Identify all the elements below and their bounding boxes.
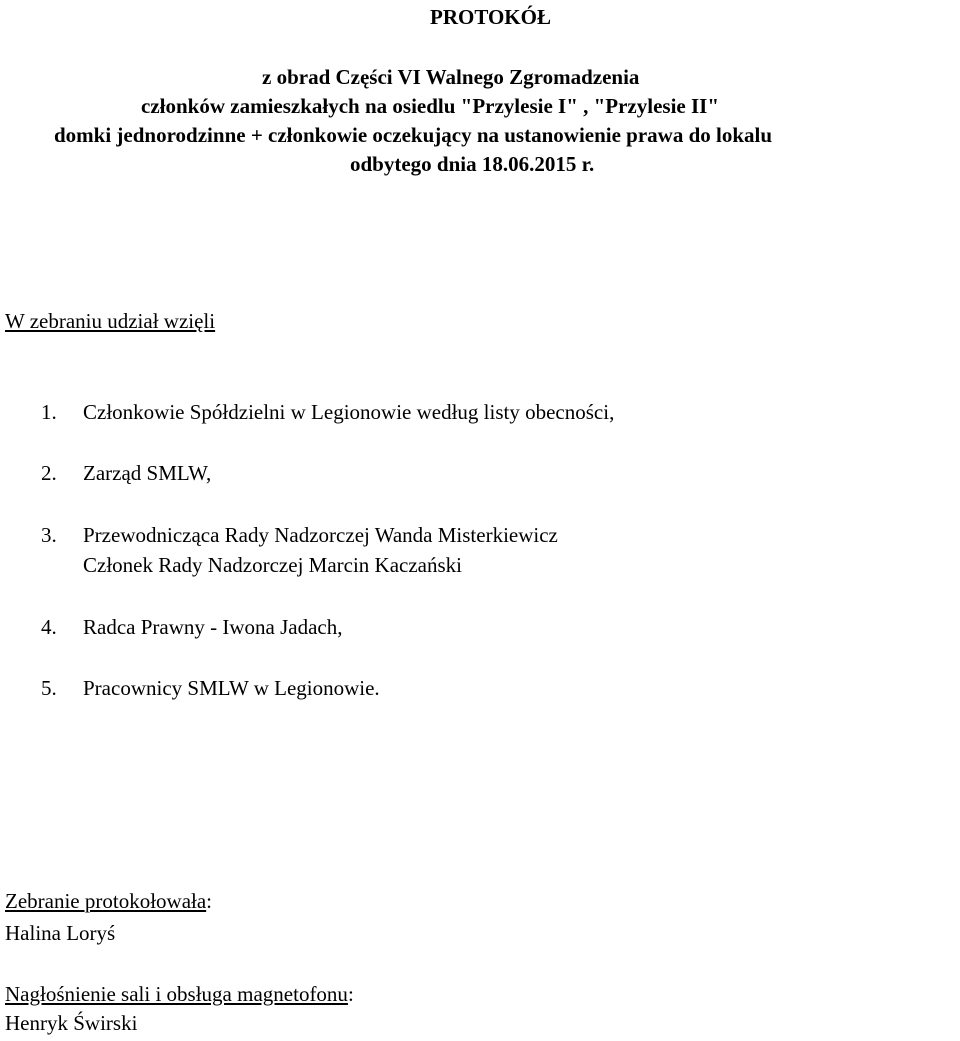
sound-label-text: Nagłośnienie sali i obsługa magnetofonu	[5, 982, 348, 1006]
list-item-number: 3.	[41, 523, 57, 547]
protocol-label	[5, 888, 212, 914]
header-line-1: z obrad Części VI Walnego Zgromadzenia	[262, 65, 640, 89]
protocol-label-colon: :	[206, 889, 213, 913]
list-item-text: Radca Prawny - Iwona Jadach,	[83, 615, 343, 639]
page-title: PROTOKÓŁ	[430, 5, 551, 29]
list-item-number: 5.	[41, 676, 57, 700]
sound-label	[5, 981, 354, 1007]
header-line-4: odbytego dnia 18.06.2015 r.	[350, 152, 595, 176]
header-line-2: członków zamieszkałych na osiedlu "Przylesie I" , "Przylesie II"	[141, 94, 719, 118]
header-line-3: domki jednorodzinne + członkowie oczekujący na ustanowienie prawa do lokalu	[54, 123, 773, 147]
protocol-label-text: Zebranie protokołowała	[5, 889, 207, 913]
list-item-number: 4.	[41, 615, 57, 639]
protocol-person: Halina Loryś	[5, 921, 116, 945]
sound-label-colon: :	[347, 982, 354, 1006]
list-item-number: 2.	[41, 461, 57, 485]
list-item-text: Pracownicy SMLW w Legionowie.	[83, 676, 380, 700]
list-item-text: Zarząd SMLW,	[83, 461, 212, 485]
participants-heading: W zebraniu udział wzięli	[5, 309, 216, 333]
list-item-continuation: Członek Rady Nadzorczej Marcin Kaczański	[83, 553, 463, 577]
sound-person: Henryk Świrski	[5, 1011, 138, 1035]
list-item-number: 1.	[41, 400, 57, 424]
list-item-text: Przewodnicząca Rady Nadzorczej Wanda Misterkiewicz	[83, 523, 558, 547]
list-item-text: Członkowie Spółdzielni w Legionowie według listy obecności,	[83, 400, 615, 424]
